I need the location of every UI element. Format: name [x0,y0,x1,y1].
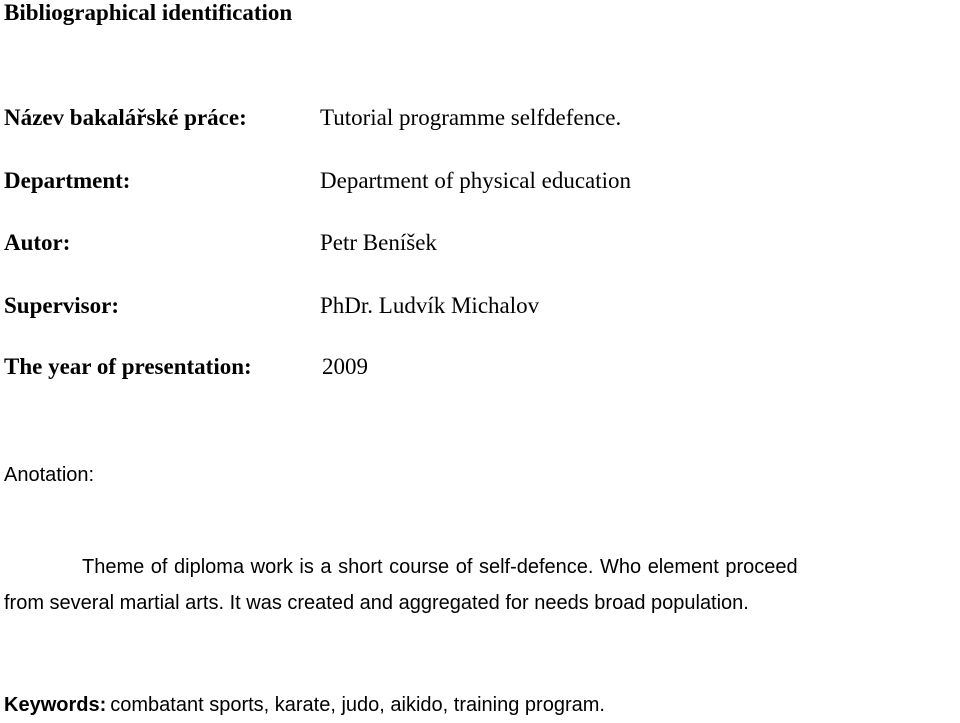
keywords-row [4,693,605,717]
thesis-title-label: Název bakalářské práce: [4,105,247,130]
department-label: Department: [4,168,131,193]
year-value: 2009 [322,354,368,379]
supervisor-value: PhDr. Ludvík Michalov [320,293,540,318]
thesis-title-value: Tutorial programme selfdefence. [320,105,622,130]
year-label: The year of presentation: [4,354,252,379]
keywords-value: combatant sports, karate, judo, aikido, training program. [110,694,605,716]
supervisor-label: Supervisor: [4,293,119,318]
anotation-line-1: Theme of diploma work is a short course of self-defence. Who element proceed [82,556,798,578]
anotation-paragraph [4,555,954,615]
anotation-heading: Anotation: [4,464,95,486]
author-value: Petr Beníšek [320,230,437,255]
document-title: Bibliographical identification [4,0,293,25]
author-label: Autor: [4,230,71,255]
keywords-label: Keywords: [4,694,107,716]
department-value: Department of physical education [320,168,632,193]
anotation-line-2: from several martial arts. It was created and aggregated for needs broad population. [4,592,749,614]
